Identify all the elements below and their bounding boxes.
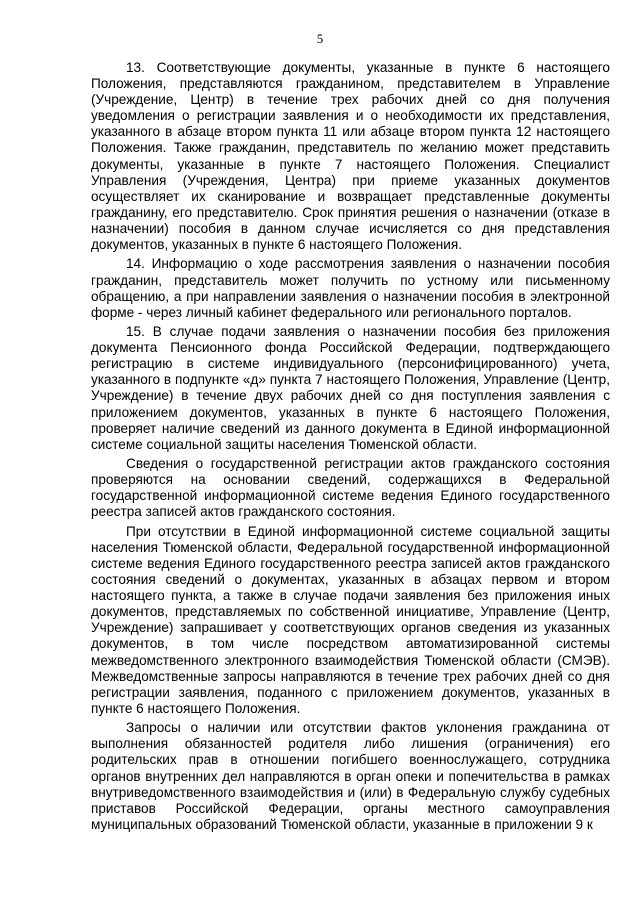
- page-number: 5: [316, 31, 324, 46]
- paragraph-15-interagency-requests: При отсутствии в Единой информационной системе социальной защиты населения Тюменской области, Федеральной государственной информационной системе ведения Единого государственного реестра записей актов гражданского состояния сведений о документах, указанных в абзацах первом и втором настоящего пункта, а также в случае подачи заявления без приложения иных документов, представляемых по собственной инициативе, Управление (Центр, Учреждение) запрашивает у соответствующих органов сведения из указанных документов, в том числе посредством автоматизированной системы межведомственного электронного взаимодействия Тюменской области (СМЭВ). Межведомственные запросы направляются в течение трех рабочих дней со дня регистрации заявления, поданного с приложением документов, указанных в пункте 6 настоящего Положения.: [91, 523, 610, 716]
- document-body: [91, 60, 610, 836]
- paragraph-15-civil-registration: Сведения о государственной регистрации актов гражданского состояния проверяются на основании сведений, содержащихся в Федеральной государственной информационной системе ведения Единого государственного реестра записей актов гражданского состояния.: [91, 456, 610, 520]
- paragraph-13: 13. Соответствующие документы, указанные в пункте 6 настоящего Положения, представляются гражданином, представителем в Управление (Учреждение, Центр) в течение трех рабочих дней со дня получения уведомления о регистрации заявления и о необходимости их представления, указанного в абзаце втором пункта 11 или абзаце втором пункта 12 настоящего Положения. Также гражданин, представитель по желанию может представить документы, указанные в пункте 7 настоящего Положения. Специалист Управления (Учреждения, Центра) при приеме указанных документов осуществляет их сканирование и возвращает представленные документы гражданину, его представителю. Срок принятия решения о назначении (отказе в назначении) пособия в данном случае исчисляется со дня представления документов, указанных в пункте 6 настоящего Положения.: [91, 60, 610, 253]
- paragraph-15: 15. В случае подачи заявления о назначении пособия без приложения документа Пенсионного фонда Российской Федерации, подтверждающего регистрацию в системе индивидуального (персонифицированного) учета, указанного в подпункте «д» пункта 7 настоящего Положения, Управление (Центр, Учреждение) в течение двух рабочих дней со дня поступления заявления с приложением документов, указанных в пункте 6 настоящего Положения, проверяет наличие сведений из данного документа в Единой информационной системе социальной защиты населения Тюменской области.: [91, 324, 610, 452]
- paragraph-15-parental-rights-requests: Запросы о наличии или отсутствии фактов уклонения гражданина от выполнения обязанностей родителя либо лишения (ограничения) его родительских прав в отношении погибшего военнослужащего, сотрудника органов внутренних дел направляются в орган опеки и попечительства в рамках внутриведомственного взаимодействия и (или) в Федеральную службу судебных приставов Российской Федерации, органы местного самоуправления муниципальных образований Тюменской области, указанные в приложении 9 к: [91, 720, 610, 832]
- paragraph-14: 14. Информацию о ходе рассмотрения заявления о назначении пособия гражданин, представитель может получить по устному или письменному обращению, а при направлении заявления о назначении пособия в электронной форме - через личный кабинет федерального или регионального порталов.: [91, 256, 610, 320]
